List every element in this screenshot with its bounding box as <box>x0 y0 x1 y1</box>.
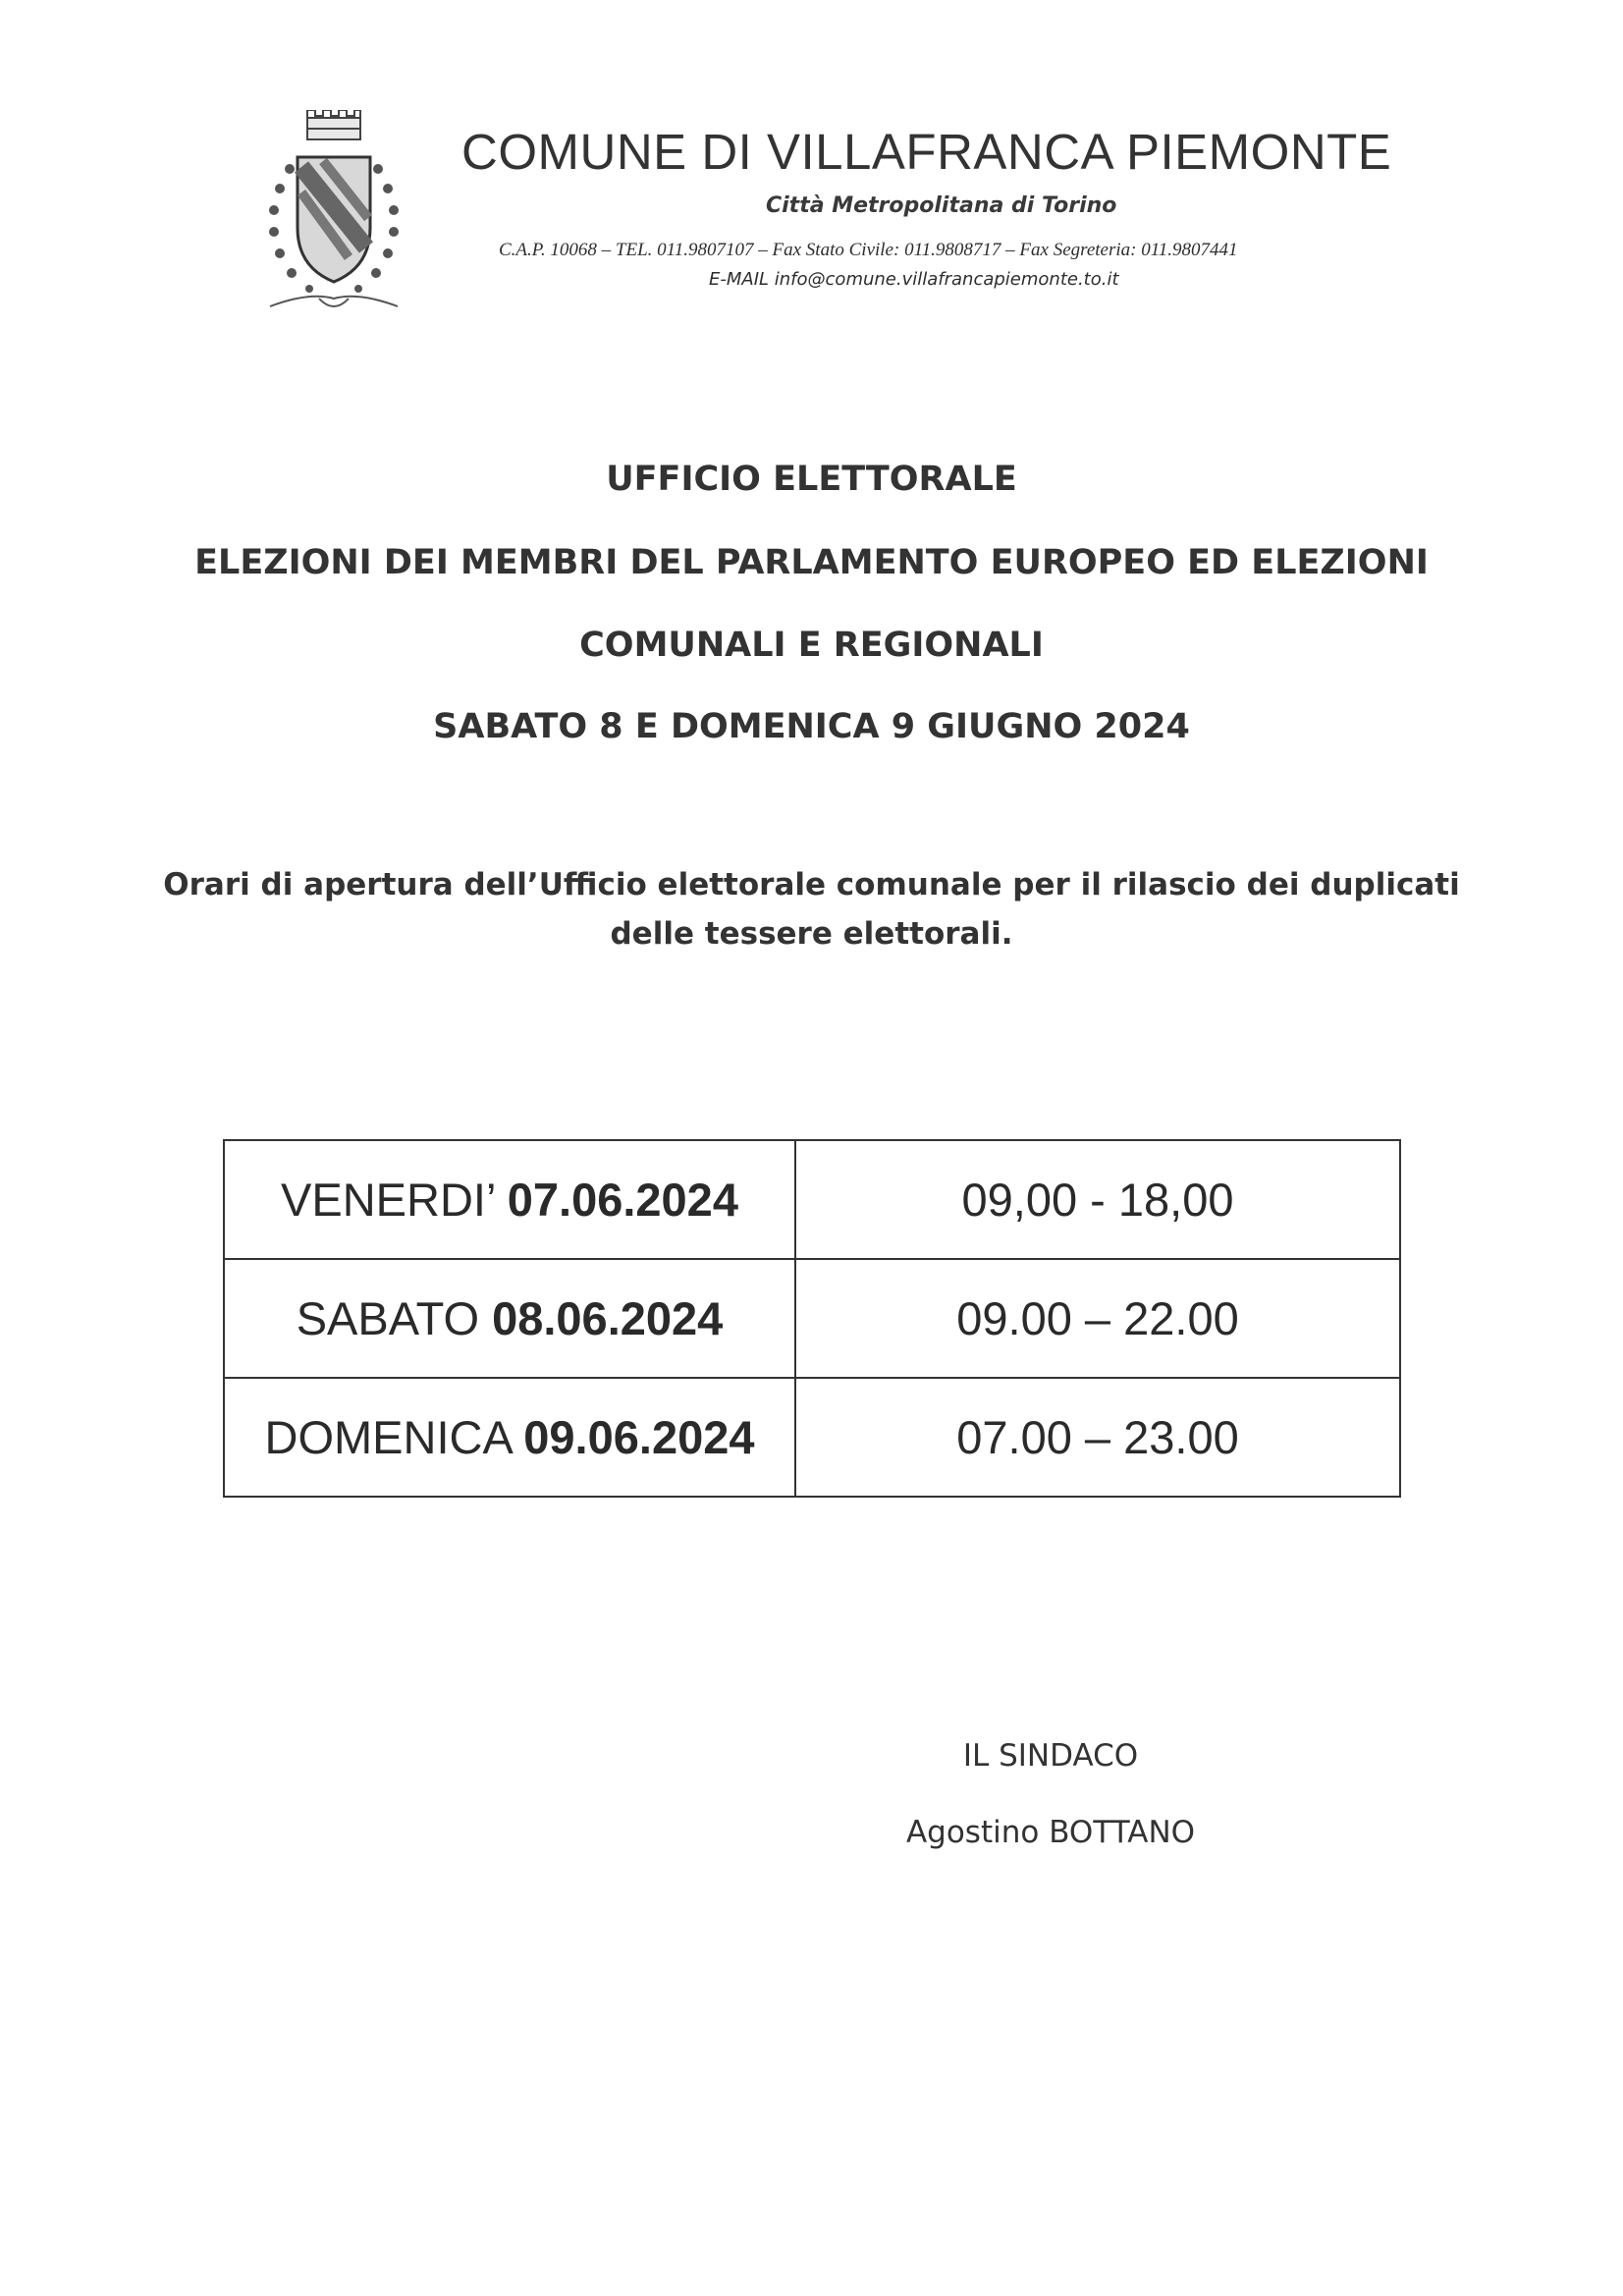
metro-city: Città Metropolitana di Torino <box>766 193 1117 218</box>
opening-hours-table <box>223 1139 1401 1498</box>
municipal-crest-icon <box>250 110 417 321</box>
contact-line: C.A.P. 10068 – TEL. 011.9807107 – Fax Stato Civile: 011.9808717 – Fax Segreteria: 011.9807441 <box>499 240 1238 260</box>
election-title-line2: COMUNALI E REGIONALI <box>579 626 1044 665</box>
date: 07.06.2024 <box>507 1174 738 1226</box>
date: 09.06.2024 <box>523 1411 755 1463</box>
day-cell <box>224 1378 795 1497</box>
election-title-line1: ELEZIONI DEI MEMBRI DEL PARLAMENTO EUROPEO ED ELEZIONI <box>194 543 1429 582</box>
hours-cell: 09.00 – 22.00 <box>795 1259 1400 1378</box>
intro-text <box>137 860 1486 958</box>
email-line: E-MAIL info@comune.villafrancapiemonte.to.it <box>709 269 1119 290</box>
weekday: VENERDI’ <box>281 1174 495 1226</box>
municipality-name: COMUNE DI VILLAFRANCA PIEMONTE <box>461 124 1392 180</box>
signature-name: Agostino BOTTANO <box>905 1815 1196 1850</box>
table-row <box>224 1140 1400 1259</box>
hours-cell: 09,00 - 18,00 <box>795 1140 1400 1259</box>
intro-line2: delle tessere elettorali. <box>610 916 1013 952</box>
hours-cell: 07.00 – 23.00 <box>795 1378 1400 1497</box>
day-cell <box>224 1259 795 1378</box>
intro-line1: Orari di apertura dell’Ufficio elettorale comunale per il rilascio dei duplicati <box>163 867 1460 902</box>
day-cell <box>224 1140 795 1259</box>
election-dates: SABATO 8 E DOMENICA 9 GIUGNO 2024 <box>433 707 1190 746</box>
weekday: SABATO <box>296 1292 480 1344</box>
weekday: DOMENICA <box>264 1411 512 1463</box>
date: 08.06.2024 <box>492 1292 724 1344</box>
table-row <box>224 1259 1400 1378</box>
table-row <box>224 1378 1400 1497</box>
office-heading: UFFICIO ELETTORALE <box>606 460 1017 499</box>
signature-role: IL SINDACO <box>962 1738 1139 1774</box>
